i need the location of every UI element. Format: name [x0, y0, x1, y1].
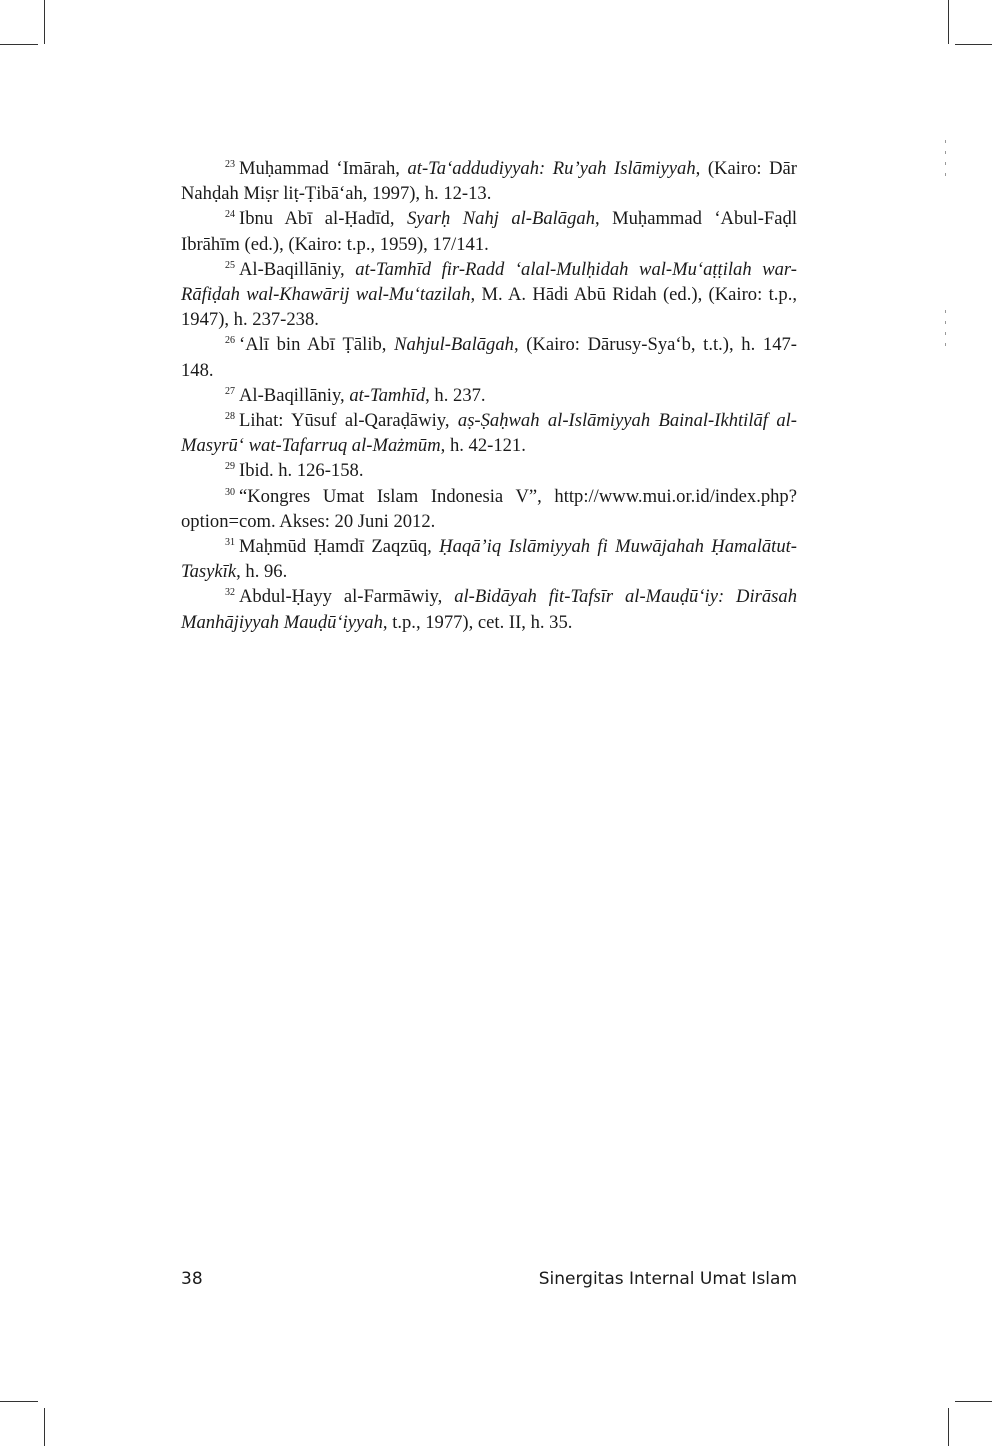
footnote-30: [181, 484, 797, 534]
registration-ticks: [945, 140, 947, 184]
footnote-title-italic: al-Bidāyah fit-Tafsīr al-Mauḍū‘iy: Dirāsah Manhājiyyah Mauḍū‘iyyah: [181, 586, 797, 633]
footnote-number: 30: [225, 486, 235, 498]
crop-mark: [955, 44, 992, 45]
running-title: Sinergitas Internal Umat Islam: [538, 1269, 797, 1289]
crop-mark: [948, 0, 949, 44]
footnote-text: Ibnu Abī al-Ḥadīd,: [239, 208, 407, 230]
footnote-title-italic: Nahjul-Balāgah: [394, 334, 514, 356]
footnote-27: [181, 383, 797, 408]
footnote-text: Maḥmūd Ḥamdī Zaqzūq,: [239, 536, 440, 558]
footnote-title-italic: Syarḥ Nahj al-Balāgah: [406, 208, 595, 230]
footnote-text: , M. A. Hādi Abū Ridah (ed.), (Kairo: t.p., 1947), h. 237-238.: [181, 284, 797, 331]
footnote-title-italic: at-Tamhīd: [349, 384, 426, 406]
footnote-text: Ibid. h. 126-158.: [239, 460, 364, 482]
footnote-text: , (Kairo: Dārusy-Sya‘b, t.t.), h. 147-148.: [181, 334, 797, 381]
footnote-24: [181, 206, 797, 256]
footnote-text: ‘Alī bin Abī Ṭālib,: [239, 334, 395, 356]
crop-mark: [955, 1401, 992, 1402]
footnote-title-italic: aṣ-Ṣaḥwah al-Islāmiyyah Bainal-Ikhtilāf al-Masyrū‘ wat-Tafarruq al-Mażmūm: [181, 410, 797, 457]
footnote-text: Al-Baqillāniy,: [239, 384, 350, 406]
footnote-text: , Muḥammad ‘Abul-Faḍl Ibrāhīm (ed.), (Kairo: t.p., 1959), 17/141.: [181, 208, 797, 255]
footnote-text: Abdul-Ḥayy al-Farmāwiy,: [239, 586, 455, 608]
footnote-title-italic: at-Tamhīd fir-Radd ‘alal-Mulḥidah wal-Mu‘aṭṭilah war-Rāfiḍah wal-Khawārij wal-Mu‘tazilah: [181, 258, 797, 306]
footnote-number: 23: [225, 159, 235, 170]
footnote-text: “Kongres Umat Islam Indonesia V”, http://www.mui.or.id/index.php?option=com. Akses: 20 Juni 2012.: [181, 485, 797, 532]
crop-mark: [0, 44, 38, 45]
crop-mark: [44, 0, 45, 44]
footnote-32: [181, 584, 797, 634]
footnote-title-italic: at-Ta‘addudiyyah: Ru’yah Islāmiyyah: [407, 158, 696, 179]
footnote-number: 25: [225, 259, 235, 271]
crop-mark: [948, 1408, 949, 1446]
footnote-number: 29: [225, 461, 235, 473]
crop-mark: [0, 1401, 38, 1402]
footnote-29: [181, 458, 797, 483]
footnote-number: 27: [225, 385, 235, 397]
footnote-26: [181, 332, 797, 382]
page-footer: [181, 1267, 797, 1291]
footnote-28: [181, 408, 797, 458]
footnote-31: [181, 534, 797, 584]
footnote-text: , h. 42-121.: [440, 435, 526, 457]
footnote-number: 24: [225, 209, 235, 221]
footnotes-block: [181, 156, 797, 635]
footnote-text: Muḥammad ‘Imārah,: [239, 158, 408, 179]
footnote-text: Lihat: Yūsuf al-Qaraḍāwiy,: [239, 410, 458, 432]
crop-mark: [44, 1408, 45, 1446]
footnote-text: Al-Baqillāniy,: [239, 258, 356, 280]
footnote-23: [181, 156, 797, 206]
footnote-number: 26: [225, 335, 235, 347]
footnote-text: , h. 96.: [236, 561, 288, 583]
footnote-title-italic: Ḥaqā’iq Islāmiyyah fi Muwājahah Ḥamalātut-Tasykīk: [181, 536, 797, 583]
footnote-text: , (Kairo: Dār Nahḍah Miṣr liṭ-Ṭibā‘ah, 1997), h. 12-13.: [181, 158, 797, 205]
footnote-number: 32: [225, 587, 235, 599]
footnote-text: , h. 237.: [425, 384, 486, 406]
footnote-number: 31: [225, 537, 235, 549]
footnote-25: [181, 257, 797, 333]
footnote-text: , t.p., 1977), cet. II, h. 35.: [382, 611, 573, 633]
registration-ticks: [945, 310, 947, 354]
footnote-number: 28: [225, 411, 235, 423]
page-number: 38: [181, 1269, 203, 1289]
